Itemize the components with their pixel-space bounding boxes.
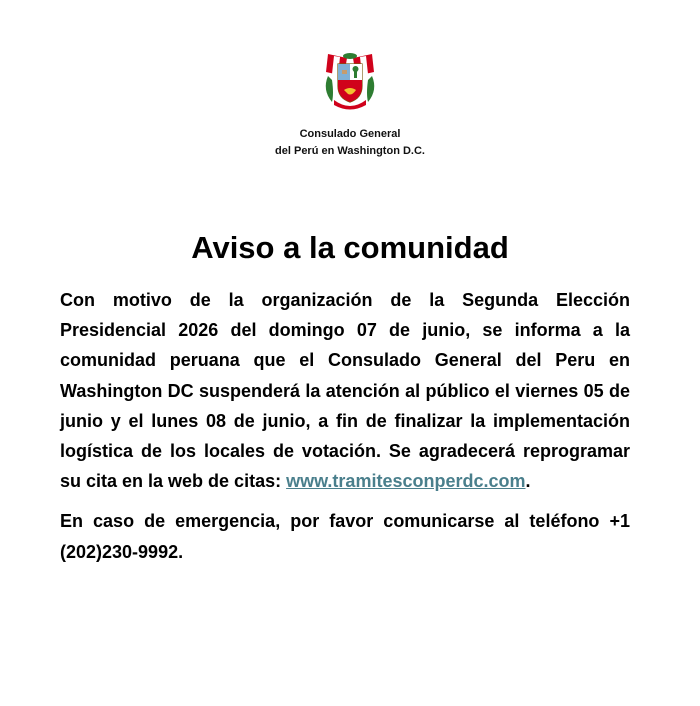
paragraph-1-end: . [525,471,531,492]
paragraph-1-text: Con motivo de la organización de la Segunda Elección Presidencial 2026 del domingo 07 de junio, se informa a la comunidad peruana que el Consulado General del Peru en Washington DC suspenderá la atención al público el viernes 05 de junio y el lunes 08 de junio, a fin de finalizar la implementación logística de los locales de votación. Se agradecerá reprogramar su cita en la web de citas: [60,290,630,492]
consulate-header [0,50,700,160]
org-line-1: Consulado General [299,128,401,140]
citas-website-link[interactable]: www.tramitesconperdc.com [286,471,526,492]
notice-body [60,285,630,577]
peru-coat-of-arms-icon [320,50,380,112]
notice-paragraph-1 [60,285,630,496]
notice-paragraph-2: En caso de emergencia, por favor comunicarse al teléfono +1 (202)230-9992. [60,511,630,562]
notice-title: Aviso a la comunidad [191,230,509,265]
org-line-2: del Perú en Washington D.C. [275,145,425,157]
